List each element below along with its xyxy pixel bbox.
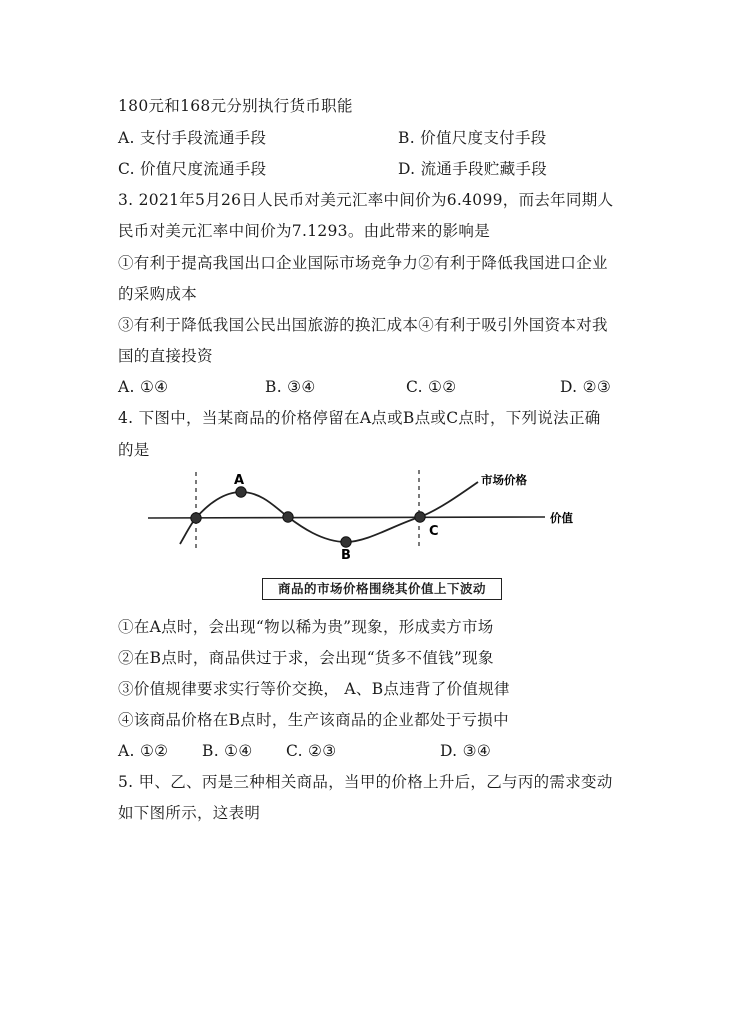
q3-item-line1: ①有利于提高我国出口企业国际市场竞争力②有利于降低我国进口企业 bbox=[118, 254, 608, 272]
point-a bbox=[236, 487, 246, 497]
q3-option-a: A. ①④ bbox=[118, 378, 169, 396]
q2-option-a: A. 支付手段流通手段 bbox=[118, 129, 267, 147]
q3-item-line2: 的采购成本 bbox=[118, 285, 198, 303]
q4-stem-line1: 4. 下图中，当某商品的价格停留在A点或B点或C点时，下列说法正确 bbox=[118, 409, 601, 427]
q4-option-b: B. ①④ bbox=[202, 742, 253, 760]
q4-item4: ④该商品价格在B点时，生产该商品的企业都处于亏损中 bbox=[118, 711, 509, 729]
q4-option-a: A. ①② bbox=[118, 742, 169, 760]
q3-option-b: B. ③④ bbox=[265, 378, 316, 396]
q3-stem-line1: 3. 2021年5月26日人民币对美元汇率中间价为6.4099，而去年同期人 bbox=[118, 191, 614, 209]
q4-item2: ②在B点时，商品供过于求，会出现“货多不值钱”现象 bbox=[118, 649, 494, 667]
label-b: B bbox=[341, 548, 351, 563]
intersection-point-left bbox=[191, 513, 201, 523]
q3-item-line3: ③有利于降低我国公民出国旅游的换汇成本④有利于吸引外国资本对我 bbox=[118, 316, 608, 334]
point-b bbox=[341, 537, 351, 547]
label-market-price: 市场价格 bbox=[481, 473, 527, 487]
q4-item3: ③价值规律要求实行等价交换， A、B点违背了价值规律 bbox=[118, 680, 510, 698]
q2-stem-tail: 180元和168元分别执行货币职能 bbox=[118, 97, 353, 115]
q4-option-d: D. ③④ bbox=[440, 742, 492, 760]
q5-stem-line1: 5. 甲、乙、丙是三种相关商品，当甲的价格上升后，乙与丙的需求变动 bbox=[118, 773, 613, 791]
q2-option-c: C. 价值尺度流通手段 bbox=[118, 160, 267, 178]
q3-option-d: D. ②③ bbox=[560, 378, 612, 396]
q4-stem-line2: 的是 bbox=[118, 441, 150, 459]
q2-option-d: D. 流通手段贮藏手段 bbox=[398, 160, 548, 178]
label-value: 价值 bbox=[550, 511, 573, 525]
value-line bbox=[148, 517, 545, 518]
point-c bbox=[415, 512, 425, 522]
q4-item1: ①在A点时，会出现“物以稀为贵”现象，形成卖方市场 bbox=[118, 618, 494, 636]
intersection-point-middle bbox=[283, 512, 293, 522]
label-a: A bbox=[234, 473, 245, 488]
q2-option-b: B. 价值尺度支付手段 bbox=[398, 129, 547, 147]
q5-stem-line2: 如下图所示，这表明 bbox=[118, 804, 261, 822]
q4-option-c: C. ②③ bbox=[286, 742, 337, 760]
q3-item-line4: 国的直接投资 bbox=[118, 347, 213, 365]
figure-caption: 商品的市场价格围绕其价值上下波动 bbox=[262, 578, 502, 600]
label-c: C bbox=[429, 524, 439, 539]
q3-stem-line2: 民币对美元汇率中间价为7.1293。由此带来的影响是 bbox=[118, 222, 491, 240]
q3-option-c: C. ①② bbox=[406, 378, 457, 396]
